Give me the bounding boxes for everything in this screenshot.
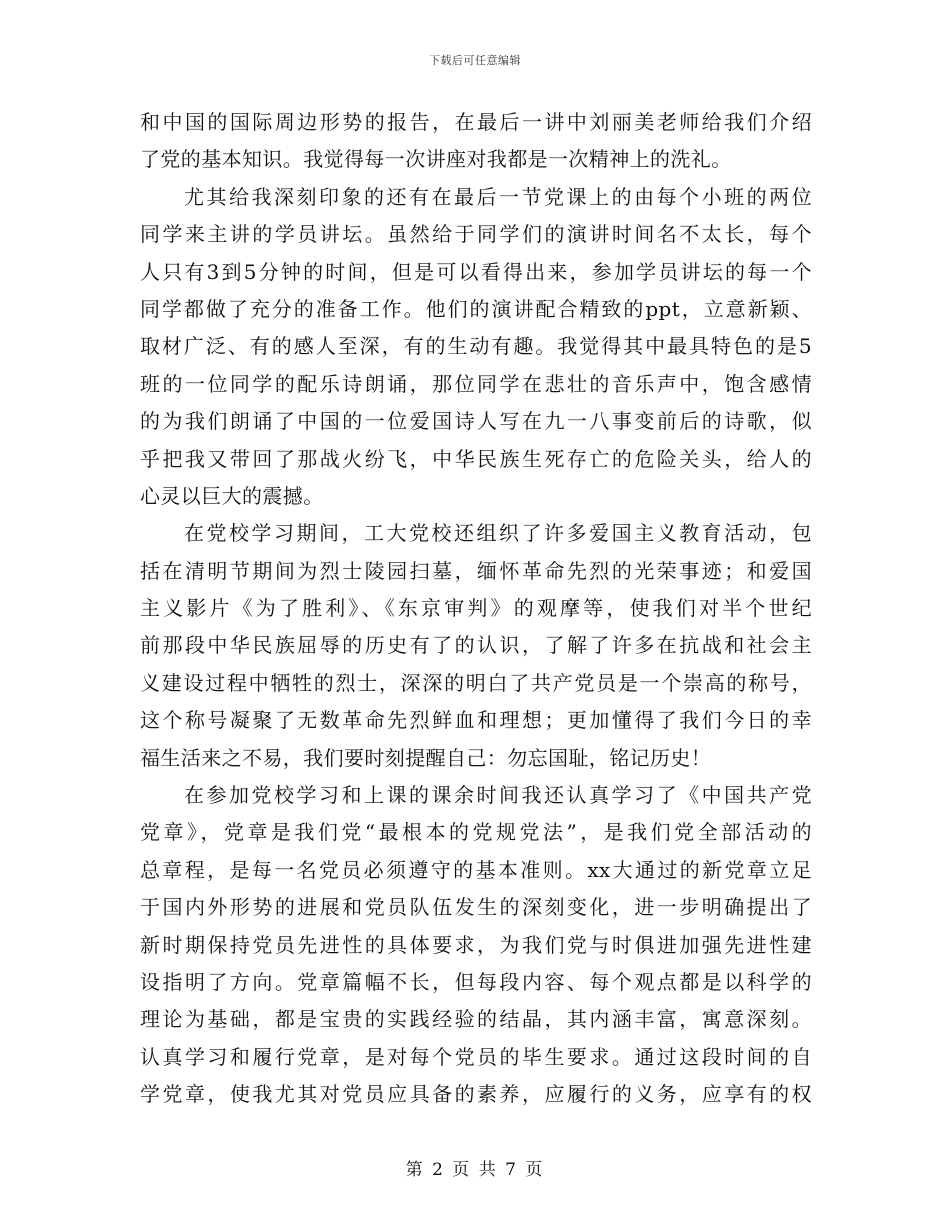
text-line: 尤其给我深刻印象的还有在最后一节党课上的由每个小班的两位 — [184, 184, 812, 209]
text-line: 人只有3到5分钟的时间，但是可以看得出来，参加学员讲坛的每一个 — [140, 259, 812, 284]
page-number-footer: 第 2 页 共 7 页 — [405, 1160, 545, 1180]
document-body — [140, 104, 812, 1114]
page-header: 下载后可任意编辑 — [429, 54, 521, 67]
text-line: 乎把我又带回了那战火纷飞，中华民族生死存亡的危险关头，给人的 — [140, 446, 812, 471]
text-line: 心灵以巨大的震撼。 — [140, 483, 324, 508]
text-line: 括在清明节期间为烈士陵园扫墓，缅怀革命先烈的光荣事迹；和爱国 — [140, 558, 812, 583]
text-line: 在党校学习期间，工大党校还组织了许多爱国主义教育活动，包 — [184, 521, 812, 546]
text-line: 主义影片《为了胜利》、《东京审判》的观摩等，使我们对半个世纪 — [140, 596, 812, 621]
text-line: 前那段中华民族屈辱的历史有了的认识，了解了许多在抗战和社会主 — [140, 633, 812, 658]
text-line: 福生活来之不易，我们要时刻提醒自己：勿忘国耻，铭记历史！ — [140, 745, 712, 770]
text-line: 总章程，是每一名党员必须遵守的基本准则。xx大通过的新党章立足 — [140, 857, 812, 882]
text-line: 班的一位同学的配乐诗朗诵，那位同学在悲壮的音乐声中，饱含感情 — [140, 371, 812, 396]
text-line: 和中国的国际周边形势的报告，在最后一讲中刘丽美老师给我们介绍 — [140, 110, 812, 134]
text-line: 设指明了方向。党章篇幅不长，但每段内容、每个观点都是以科学的 — [140, 969, 812, 994]
text-line: 党章》，党章是我们党“最根本的党规党法”，是我们党全部活动的 — [140, 820, 812, 845]
text-line: 取材广泛、有的感人至深，有的生动有趣。我觉得其中最具特色的是5 — [140, 334, 812, 359]
text-line: 学党章，使我尤其对党员应具备的素养，应履行的义务，应享有的权 — [140, 1082, 812, 1107]
text-line: 认真学习和履行党章，是对每个党员的毕生要求。通过这段时间的自 — [140, 1044, 812, 1069]
text-line: 新时期保持党员先进性的具体要求，为我们党与时俱进加强先进性建 — [140, 932, 812, 957]
text-line: 于国内外形势的进展和党员队伍发生的深刻变化，进一步明确提出了 — [140, 895, 812, 920]
text-line: 义建设过程中牺牲的烈士，深深的明白了共产党员是一个崇高的称号， — [140, 670, 812, 695]
text-line: 同学都做了充分的准备工作。他们的演讲配合精致的ppt，立意新颖、 — [140, 296, 812, 321]
text-line: 了党的基本知识。我觉得每一次讲座对我都是一次精神上的洗礼。 — [140, 147, 732, 172]
text-line: 这个称号凝聚了无数革命先烈鲜血和理想；更加懂得了我们今日的幸 — [140, 708, 812, 733]
text-line: 的为我们朗诵了中国的一位爱国诗人写在九一八事变前后的诗歌，似 — [140, 409, 812, 434]
text-line: 在参加党校学习和上课的课余时间我还认真学习了《中国共产党 — [184, 783, 812, 808]
text-line: 同学来主讲的学员讲坛。虽然给于同学们的演讲时间名不太长，每个 — [140, 222, 812, 247]
text-line: 理论为基础，都是宝贵的实践经验的结晶，其内涵丰富，寓意深刻。 — [140, 1007, 812, 1032]
